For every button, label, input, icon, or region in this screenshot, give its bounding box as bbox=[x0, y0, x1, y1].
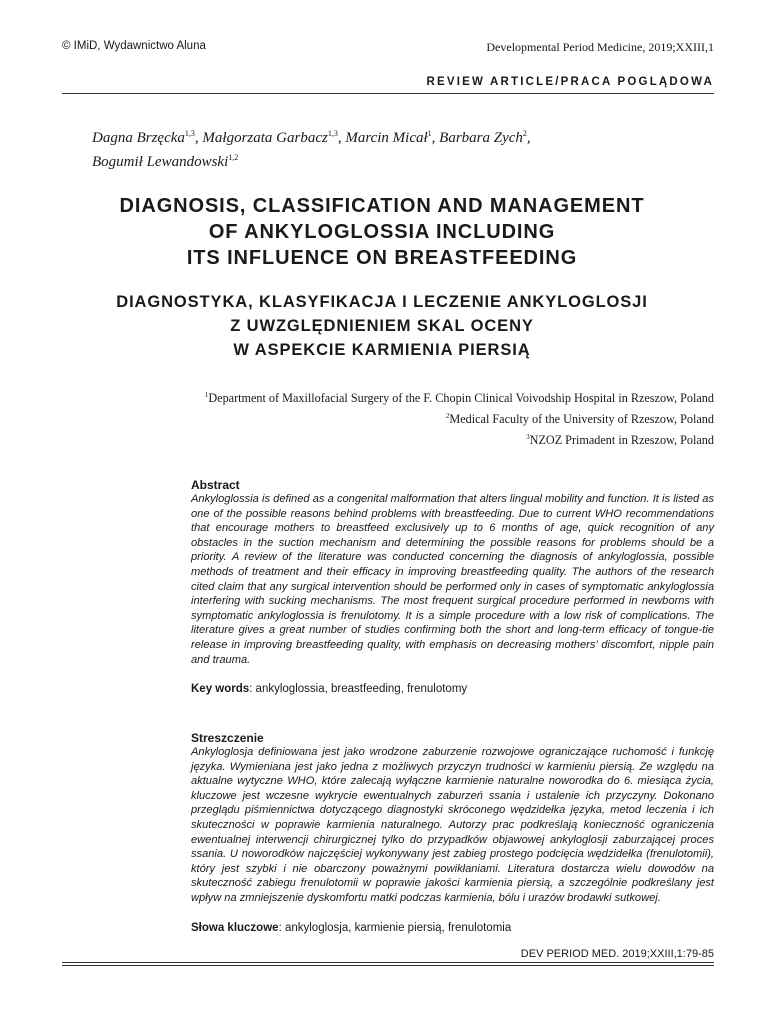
abstract-text: Ankyloglossia is defined as a congenital malformation that alters lingual mobility and function. It is listed as one of the possible reasons behind problems with breastfeeding. Due to current WHO recommendations that encourage mothers to breastfeed exclusively up to 6 months of age, quick recognition of any obstacles in the suction mechanism and determining the possible reasons for problems should be a priority. A review of the literature was conducted concerning the diagnosis of ankyloglossia, possible methods of treatment and their efficacy in improving breastfeeding quality. The authors of the research cited claim that any surgical intervention should be performed only in cases of symptomatic ankyloglossia interfering with sucking mechanisms. The most frequent surgical procedure performed in newborns with symptomatic ankyloglossia is frenulotomy. It is a simple procedure with a low risk of complications. The literature gives a great number of studies confirming both the short and long-term efficacy of tongue-tie release in improving breastfeeding quality, with emphasis on decreasing mothers’ discomfort, nipple pain and trauma. bbox=[191, 493, 714, 666]
title-english bbox=[80, 193, 684, 271]
affiliation-text: NZOZ Primadent in Rzeszow, Poland bbox=[529, 433, 714, 448]
streszczenie-section bbox=[191, 731, 714, 906]
affiliation bbox=[114, 428, 714, 449]
author-name: Barbara Zych bbox=[439, 130, 523, 146]
author-affil-sup: 1 bbox=[427, 129, 432, 138]
affiliation-text: Department of Maxillofacial Surgery of the F. Chopin Clinical Voivodship Hospital in Rzeszow, Poland bbox=[208, 391, 714, 406]
affiliation bbox=[114, 407, 714, 428]
title-line: W ASPEKCIE KARMIENIA PIERSIĄ bbox=[233, 341, 531, 359]
keywords-label: Key words bbox=[191, 683, 250, 695]
author-list: Dagna Brzęcka$^{1,3}$, Małgorzata Garbacz$^{1,3}$, Marcin Micał$^1$, Barbara Zych$^2$, Bogumił Lewandowski$^{1,2}$ bbox=[92, 129, 531, 170]
title-line: DIAGNOSIS, CLASSIFICATION AND MANAGEMENT bbox=[119, 195, 645, 217]
streszczenie-text: Ankyloglosja definiowana jest jako wrodzone zaburzenie rozwojowe ograniczające ruchomość i funkcję języka. Wymieniana jest jako jedna z możliwych przyczyn trudności w karmieniu piersią. Ze względu na aktualne wytyczne WHO, które zalecają wyłączne karmienie naturalne noworodka do 6. miesiąca życia, kluczowe jest wczesne wykrycie ewentualnych zaburzeń ssania i ustalenie ich przyczyny. Dokonano przeglądu piśmiennictwa dotyczącego diagnostyki skróconego wędzidełka języka, metod leczenia i ich skuteczności w poprawie karmienia naturalnego. Autorzy prac podkreślają konieczność ograniczenia ewentualnej interwencji chirurgicznej tylko do przypadków objawowej ankyloglosji zaburzającej proces ssania. U noworodków najczęściej wykonywany jest zabieg prostego podcięcia wędzidełka (frenulotomii), który jest szybki i nie obarczony poważnymi powikłaniami. Literatura dostarcza wielu dowodów na skuteczność zabiegu frenulotomii w poprawie jakości karmienia piersią, a szczególnie podkreślany jest wpływ na zmniejszenie dyskomfortu matki podczas karmienia, bólu i urazów brodawki sutkowej. bbox=[191, 746, 714, 904]
author-affil-sup: 1,3 bbox=[184, 129, 195, 138]
keywords bbox=[191, 683, 714, 695]
title-line: DIAGNOSTYKA, KLASYFIKACJA I LECZENIE ANKYLOGLOSJI bbox=[116, 293, 648, 311]
header-rule bbox=[62, 93, 714, 94]
title-line: ITS INFLUENCE ON BREASTFEEDING bbox=[186, 247, 578, 269]
abstract-heading: Abstract bbox=[191, 478, 240, 492]
author-affil-sup: 1,3 bbox=[327, 129, 338, 138]
author-affil-sup: 1,2 bbox=[228, 153, 239, 162]
affiliation-sup: 2 bbox=[445, 412, 450, 421]
affiliation bbox=[114, 386, 714, 407]
footer-citation: DEV PERIOD MED. 2019;XXIII,1:79-85 bbox=[520, 948, 714, 960]
affiliation-sup: 3 bbox=[526, 433, 530, 442]
footer-rule bbox=[62, 965, 714, 966]
slowa-text: : ankyloglosja, karmienie piersią, frenulotomia bbox=[278, 922, 512, 934]
affiliation-sup: 1 bbox=[204, 391, 209, 399]
author-name: Marcin Micał bbox=[345, 130, 428, 146]
title-polish bbox=[80, 290, 684, 362]
author-name: Bogumił Lewandowski bbox=[92, 154, 229, 170]
slowa-label: Słowa kluczowe bbox=[191, 922, 279, 934]
title-line: OF ANKYLOGLOSSIA INCLUDING bbox=[208, 221, 556, 243]
footer-rule bbox=[62, 962, 714, 963]
abstract-section bbox=[191, 478, 714, 667]
streszczenie-heading: Streszczenie bbox=[191, 731, 264, 745]
title-line: Z UWZGLĘDNIENIEM SKAL OCENY bbox=[230, 317, 534, 335]
author-name: Małgorzata Garbacz bbox=[202, 130, 328, 146]
slowa-kluczowe bbox=[191, 922, 714, 934]
affiliation-text: Medical Faculty of the University of Rzeszow, Poland bbox=[449, 412, 714, 427]
publisher-label: © IMiD, Wydawnictwo Aluna bbox=[62, 40, 206, 52]
author-affil-sup: 2 bbox=[522, 129, 527, 138]
author-name: Dagna Brzęcka bbox=[92, 130, 185, 146]
keywords-text: : ankyloglossia, breastfeeding, frenulotomy bbox=[249, 683, 468, 695]
journal-citation: Developmental Period Medicine, 2019;XXIII,1 bbox=[486, 40, 714, 54]
section-label: REVIEW ARTICLE/PRACA POGLĄDOWA bbox=[426, 76, 714, 88]
affiliation-list bbox=[114, 386, 714, 449]
